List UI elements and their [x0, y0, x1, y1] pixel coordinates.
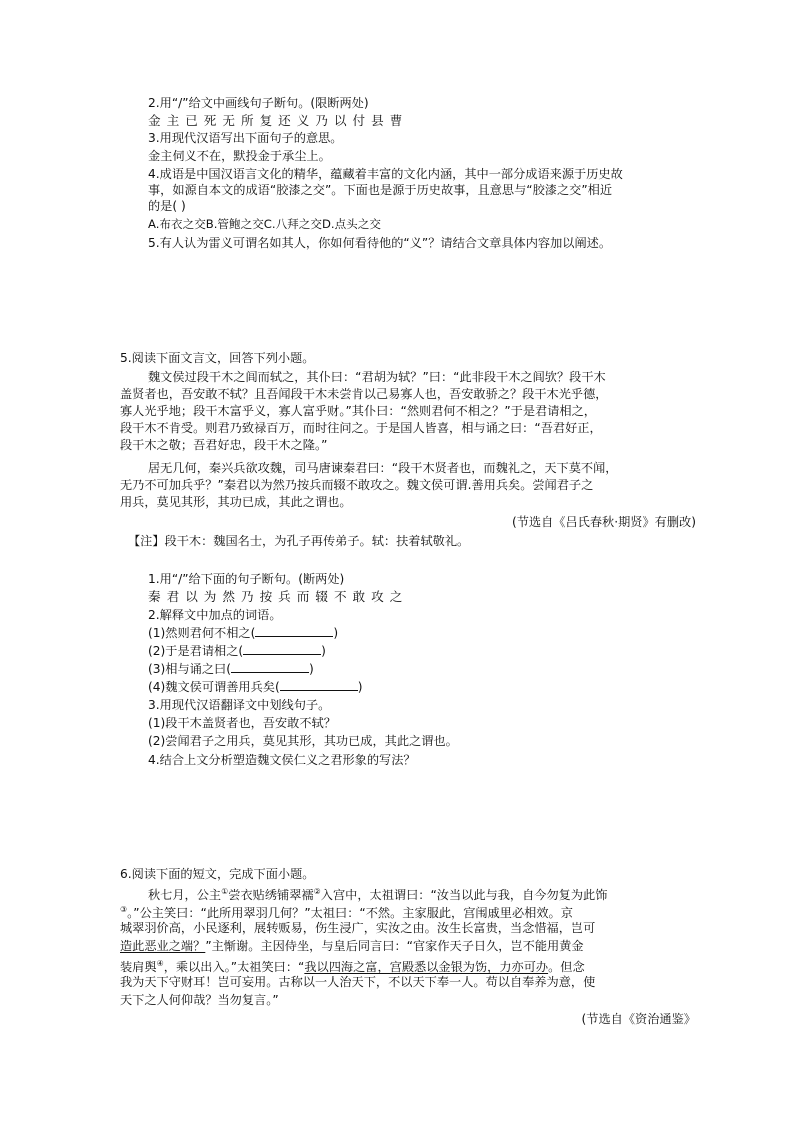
question-5-prompt: 5.有人认为雷义可谓名如其人，你如何看待他的“义”？请结合文章具体内容加以阐述。: [148, 236, 612, 250]
question-4-line-3: 的是( ): [148, 199, 186, 213]
passage-5-line: 无乃不可加兵乎？”秦君以为然乃按兵而辍不敢攻之。魏文侯可谓.善用兵矣。尝闻君子之: [120, 478, 594, 492]
question-4-line-2: 事，如源自本文的成语“胶漆之交”。下面也是源于历史故事，且意思与“胶漆之交”相近: [148, 183, 613, 197]
question-4-line-1: 4.成语是中国汉语言文化的精华，蕴藏着丰富的文化内涵，其中一部分成语来源于历史故: [148, 167, 623, 181]
s5-q2-item: (4)魏文侯可谓善用兵矣( ): [148, 680, 363, 694]
s5-question-1-sentence: 秦君以为然乃按兵而辍不敢攻之: [148, 589, 409, 604]
s5-q3-item: (2)尝闻君子之用兵，莫见其形，其功已成，其此之谓也。: [148, 734, 458, 748]
passage-6-line: 天下之人何仰哉？当勿复言。”: [120, 993, 279, 1007]
underlined-sentence: 力亦可办: [499, 960, 549, 975]
passage-5-note: 【注】段干木：魏国名士，为孔子再传弟子。轼：扶着轼敬礼。: [128, 534, 470, 548]
s5-question-4: 4.结合上文分析塑造魏文侯仁义之君形象的写法？: [148, 753, 416, 767]
passage-5-line: 用兵，莫见其形，其功已成，其此之谓也。: [120, 495, 352, 509]
s5-q2-item: (2)于是君请相之( ): [148, 644, 326, 658]
s5-q3-item: (1)段干木盖贤者也，吾安敢不轼？: [148, 716, 336, 730]
passage-5-line: 魏文侯过段干木之闾而轼之，其仆曰：“君胡为轼？”曰：“此非段干木之闾欤？段干木: [148, 370, 606, 384]
s5-q2-item: (3)相与诵之曰( ): [148, 662, 314, 676]
passage-6-line: 秋七月，公主①尝衣贴绣铺翠襦②入宫中，太祖谓曰：“汝当以此与我，自今勿复为此饰: [148, 887, 608, 903]
s5-question-3: 3.用现代汉语翻译文中划线句子。: [148, 698, 331, 712]
passage-6-line: ③。”公主笑曰：“此所用翠羽几何？”太祖曰：“不然。主家服此，宫闱戚里必相效。京: [120, 905, 573, 921]
question-3-sentence: 金主伺义不在，默投金于承尘上。: [148, 149, 331, 163]
answer-blank[interactable]: [243, 643, 321, 655]
passage-5-line: 段干木之敬；吾君好忠，段干木之隆。”: [120, 438, 328, 452]
question-2-sentence: 金主已死无所复还义乃以付县曹: [148, 113, 409, 128]
answer-blank[interactable]: [231, 661, 309, 673]
passage-6-line: 我为天下守财耳！岂可妄用。古称以一人治天下，不以天下奉一人。苟以自奉养为意，使: [120, 975, 596, 989]
section-6-header: 6.阅读下面的短文，完成下面小题。: [120, 867, 315, 881]
passage-6-source: (节选自《资治通鉴》: [581, 1012, 696, 1026]
section-5-header: 5.阅读下面文言文，回答下列小题。: [120, 351, 315, 365]
question-4-options: A.布衣之交B.管鲍之交C.八拜之交D.点头之交: [148, 217, 381, 231]
passage-6-line: 装肩舆④，乘以出入。”太祖笑曰：“我以四海之富，宫殿悉以金银为饬，力亦可办。但念: [120, 959, 585, 975]
passage-6-line: 造此恶业之端？”主惭谢。主因侍坐，与皇后同言曰：“官家作天子日久，岂不能用黄金: [120, 939, 584, 953]
passage-5-line: 寡人光乎地；段干木富乎义，寡人富乎财。”其仆曰：“然则君何不相之？”于是君请相之，: [120, 404, 596, 418]
answer-blank[interactable]: [255, 625, 333, 637]
passage-6-line: 城翠羽价高，小民逐利，展转贩易，伤生浸广，实汝之由。汝生长富贵，当念惜福，岂可: [120, 921, 596, 935]
underlined-sentence: 造此恶业之端？: [120, 939, 206, 953]
s5-question-1: 1.用“/”给下面的句子断句。(断两处): [148, 572, 345, 586]
s5-q2-item: (1)然则君何不相之( ): [148, 626, 339, 640]
passage-5-source: (节选自《吕氏春秋·期贤》有删改): [511, 515, 696, 529]
question-2-break-sentence: 2.用“/”给文中画线句子断句。(限断两处): [148, 96, 369, 110]
passage-5-line: 段干木不肯受。则君乃致禄百万，而时往问之。于是国人皆喜，相与诵之曰：“吾君好正，: [120, 421, 602, 435]
passage-5-line: 盖贤者也，吾安敢不轼？且吾闻段干木未尝肯以己易寡人也，吾安敢骄之？段干木光乎德，: [120, 387, 608, 401]
s5-question-2: 2.解释文中加点的词语。: [148, 608, 282, 622]
answer-blank[interactable]: [280, 679, 358, 691]
underlined-sentence: 我以四海之富，宫殿悉以金银为饬，: [304, 960, 500, 975]
question-3-translate: 3.用现代汉语写出下面句子的意思。: [148, 131, 343, 145]
passage-5-line: 居无几何，秦兴兵欲攻魏，司马唐谏秦君曰：“段干木贤者也，而魏礼之，天下莫不闻，: [148, 461, 618, 475]
